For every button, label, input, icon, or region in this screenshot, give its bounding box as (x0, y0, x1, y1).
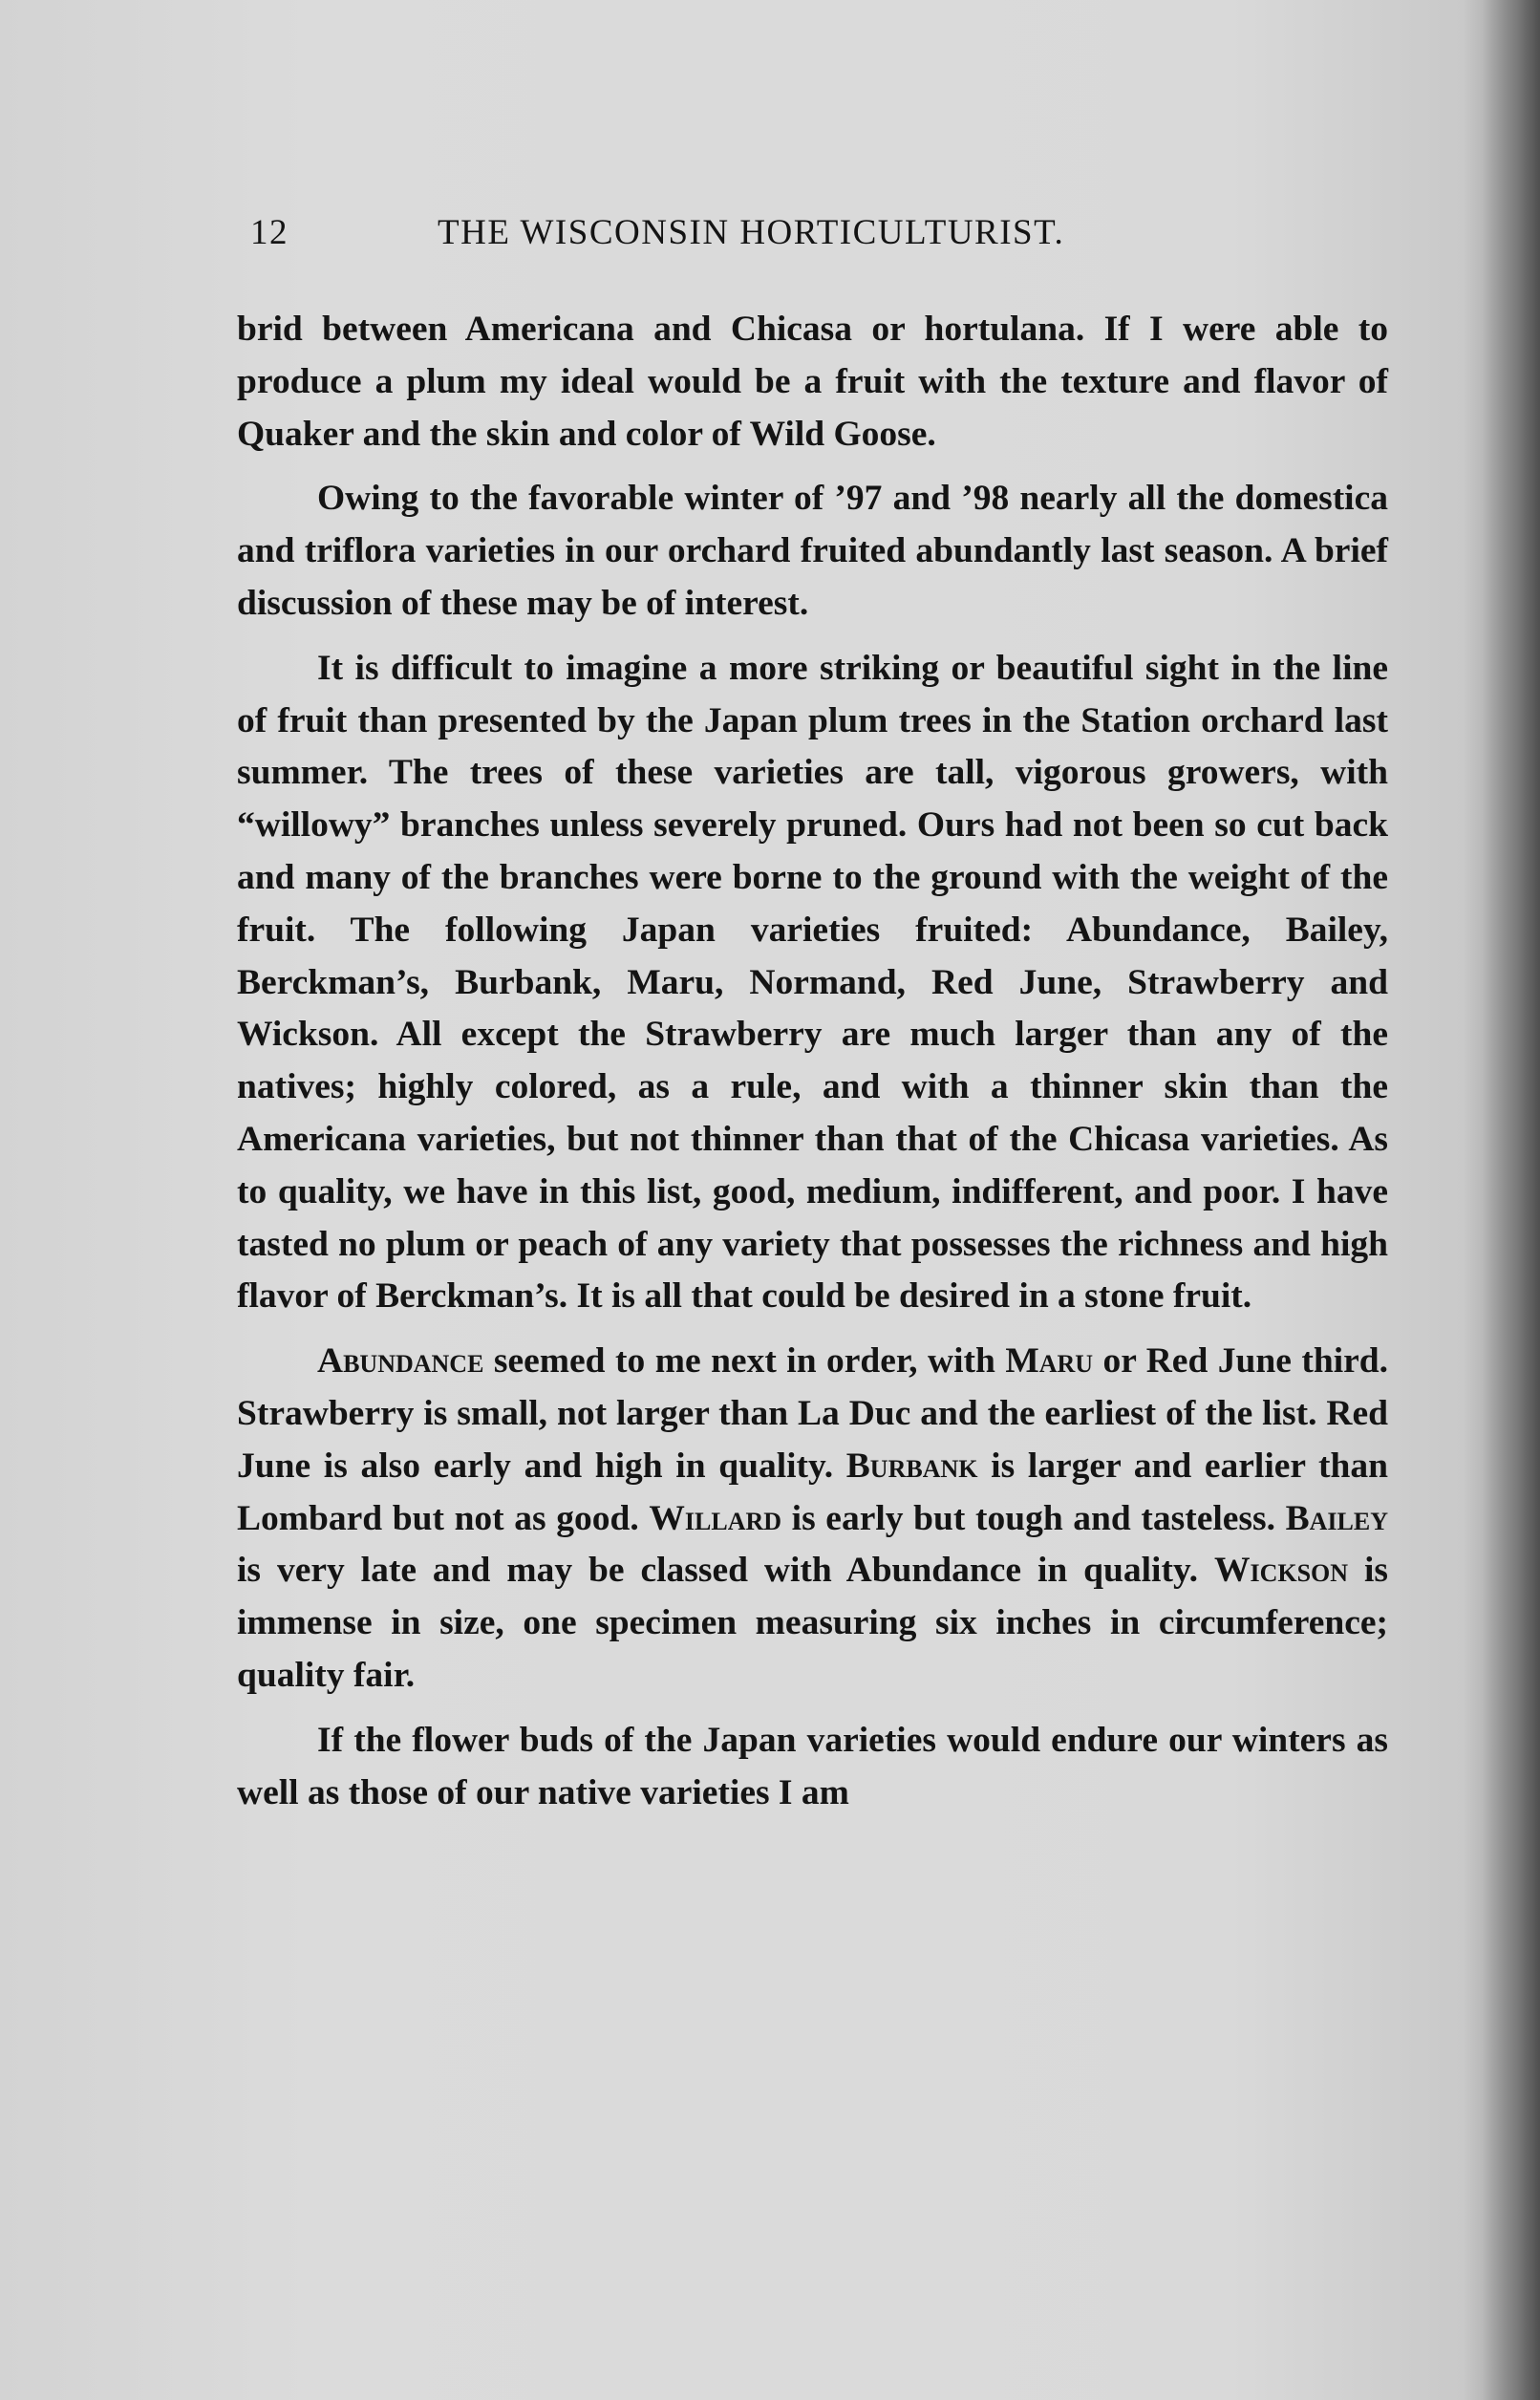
body-text (237, 304, 1388, 1832)
paragraph-variety-ranking (237, 1336, 1388, 1703)
paragraph-japan-plum-trees: It is difficult to imagine a more striking or beautiful sight in the line of fruit than presented by the Japan plum trees in the Station orchard last summer. The trees of these varieties are tall, vigorous growers, with “willowy” branches unless severely pruned. Ours had not been so cut back and many of the branches were borne to the ground with the weight of the fruit. The following Japan varieties fruited: Abundance, Bailey, Berckman’s, Burbank, Maru, Normand, Red June, Strawberry and Wickson. All except the Strawberry are much larger than any of the natives; highly colored, as a rule, and with a thinner skin than the Americana varieties, but not thinner than that of the Chicasa varieties. As to quality, we have in this list, good, medium, indifferent, and poor. I have tasted no plum or peach of any variety that possesses the richness and high flavor of Berckman’s. It is all that could be desired in a stone fruit. (237, 648, 1388, 1317)
variety-name-abundance: Abundance (317, 1341, 484, 1382)
text-segment: is larger and earlier than Lombard but not as good. (237, 1446, 1388, 1538)
paragraph-continuation: brid between Americana and Chicasa or hortulana. If I were able to produce a plum my ideal would be a fruit with the texture and flavor of Quaker and the skin and color of Wild Goose. (237, 310, 1388, 454)
text-segment: is early but tough and tasteless. (781, 1498, 1286, 1538)
variety-name-maru: Maru (1005, 1341, 1094, 1382)
page-edge-shadow (1483, 0, 1540, 2400)
variety-name-bailey: Bailey (1285, 1498, 1388, 1538)
page-number: 12 (250, 213, 289, 252)
variety-name-willard: Willard (649, 1498, 782, 1538)
text-segment: is very late and may be classed with Abundance in quality. (237, 1551, 1214, 1591)
running-title: THE WISCONSIN HORTICULTURIST. (438, 213, 1065, 252)
text-segment: or Red June third. Strawberry is small, not larger than La Duc and the earliest of the list. Red June is also early and high in quality. (237, 1341, 1388, 1486)
text-segment: seemed to me next in order, with (483, 1341, 1006, 1382)
variety-name-wickson: Wickson (1213, 1551, 1349, 1591)
variety-name-burbank: Burbank (845, 1446, 978, 1486)
text-segment: is immense in size, one specimen measuring six inches in circumference; quality fair. (237, 1551, 1389, 1695)
paragraph-flower-buds: If the flower buds of the Japan varieties would endure our winters as well as those of our native varieties I am (237, 1720, 1388, 1812)
paragraph-favorable-winter: Owing to the favorable winter of ’97 and ’98 nearly all the domestica and triflora varieties in our orchard fruited abundantly last season. A brief discussion of these may be of interest. (237, 479, 1388, 623)
page-header (250, 212, 1211, 269)
